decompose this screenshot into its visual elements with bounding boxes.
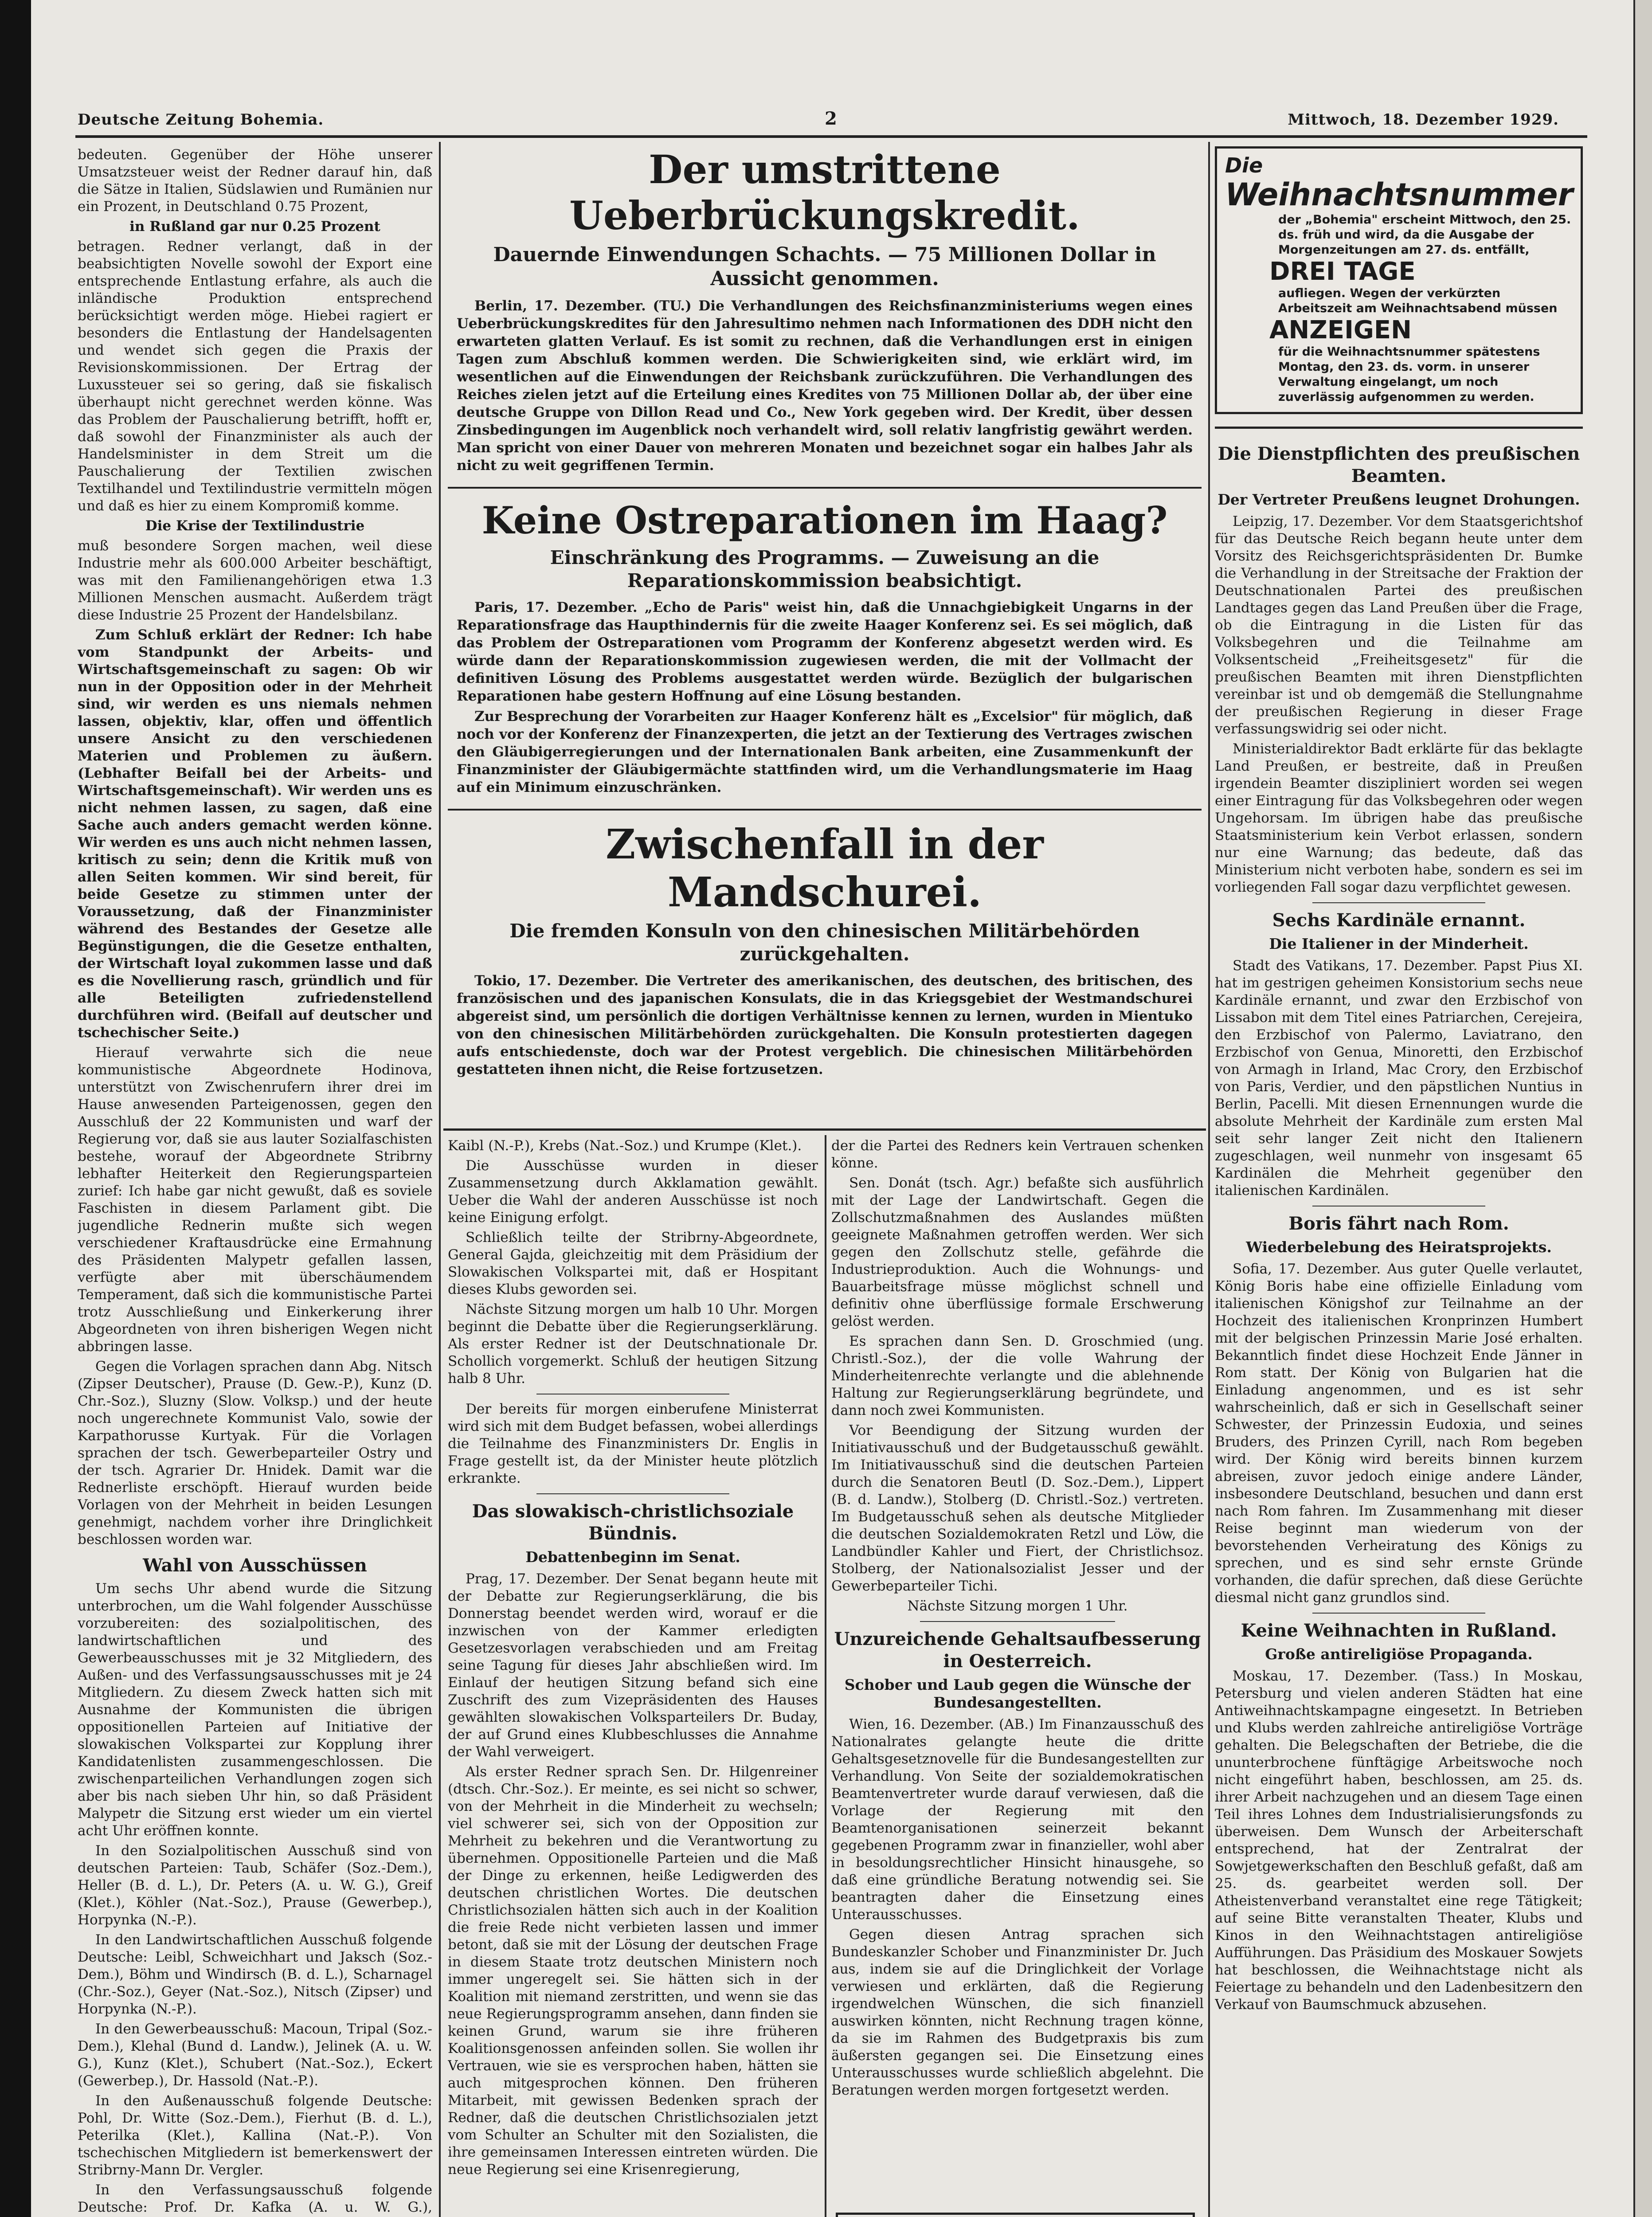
paragraph: Kaibl (N.-P.), Krebs (Nat.-Soz.) und Krumpe (Klet.).	[448, 1138, 802, 1154]
notice-days: DREI TAGE	[1269, 257, 1416, 286]
story-reparations	[457, 599, 1193, 799]
paragraph: Die Ausschüsse wurden in dieser Zusammensetzung durch Akklamation gewählt. Ueber die Wahl der anderen Ausschüsse ist noch keine Einigung erfolgt.	[448, 1158, 818, 1226]
column-rule	[439, 142, 441, 2217]
paragraph: Um sechs Uhr abend wurde die Sitzung unterbrochen, um die Wahl folgender Ausschüsse vorzubereiten: des sozialpolitischen, des landwirtschaftlichen und des Gewerbeausschusses mit je 32 Mitgliedern, des Außen- und des Verfassungsausschusses mit je 24 Mitgliedern. Zu diesem Zweck hatten sich mit Ausnahme der Kommunisten die übrigen oppositionellen Parteien auf Initiative der slowakischen Volkspartei zur Kopplung ihrer Kandidatenlisten zusammengeschlossen. Die zwischenparteilichen Verhandlungen zogen sich aber bis nach sieben Uhr hin, so daß Präsident Malypetr die Sitzung erst wieder um ein viertel acht Uhr eröffnen konnte.	[78, 1581, 432, 1839]
paragraph: der die Partei des Redners kein Vertrauen schenken könne.	[831, 1138, 1204, 1171]
paragraph: Nächste Sitzung morgen 1 Uhr.	[907, 1598, 1128, 1614]
story-divider	[448, 487, 1202, 489]
lead-bottom-rule	[443, 1128, 1206, 1131]
paragraph: Paris, 17. Dezember. „Echo de Paris" weist hin, daß die Unnachgiebigkeit Ungarns in der Reparationsfrage das Haupthindernis für die zweite Haager Konferenz sei. Es sei möglich, daß das Problem der Ostreparationen vom Programm der Konferenz abgesetzt werden wird. Es würde dann der Reparationskommission zugewiesen werden, die mit der Vollmacht der definitiven Lösung des Problems ausgestattet werden würde. Bezüglich der bulgarischen Reparationen habe gestern Hoffnung auf eine Lösung bestanden.	[457, 599, 1193, 704]
header-rule	[75, 135, 1587, 138]
paragraph: Zum Schluß erklärt der Redner: Ich habe vom Standpunkt der Arbeits- und Wirtschaftsgemeinschaft zu sagen: Ob wir nun in der Opposition oder in der Mehrheit sind, wir werden es uns niemals nehmen lassen, objektiv, klar, offen und öffentlich unsere Ansicht zu den verschiedenen Materien und Problemen zu äußern. (Lebhafter Beifall bei der Arbeits- und Wirtschaftsgemeinschaft). Wir werden uns es nicht nehmen lassen, zu sagen, daß eine Sache auch anders gemacht werden könne. Wir werden es uns auch nicht nehmen lassen, kritisch zu sein; denn die Kritik muß von allen Seiten kommen. Wir sind bereit, für beide Gesetze zu stimmen unter der Voraussetzung, daß der Finanzminister während des Bestandes der Gesetze alle Begünstigungen, die die Gesetze enthalten, der Wirtschaft loyal zukommen lasse und daß es die Novellierung rasch, gründlich und für alle Beteiligten zufriedenstellend durchführen wird. (Beifall auf deutscher und tschechischer Seite.)	[78, 627, 432, 1041]
section-subheading: Schober und Laub gegen die Wünsche der Bundesangestellten.	[844, 1676, 1191, 1711]
christmas-notice	[1215, 146, 1583, 414]
paragraph: Ministerialdirektor Badt erklärte für das beklagte Land Preußen, er bestreite, daß in Preußen irgendein Beamter diszipliniert worden sei wegen einer Eintragung für das Volksbegehren oder wegen Ungehorsam. Im übrigen habe das preußische Staatsministerium kein Verbot erlassen, sondern nur eine Warnung; das bedeute, daß das Ministerium nicht verboten habe, sondern es sei im vorliegenden Fall sogar dazu verpflichtet gewesen.	[1215, 741, 1583, 895]
column-rule	[1208, 142, 1210, 2217]
right-stories	[1215, 437, 1583, 2016]
story-divider	[448, 809, 1202, 811]
paragraph: Der bereits für morgen einberufene Ministerrat wird sich mit dem Budget befassen, wobei allerdings die Teilnahme des Finanzministers Dr. Englis in Frage gestellt ist, da der Minister heute plötzlich erkrankte.	[448, 1401, 818, 1486]
notice-text: aufliegen. Wegen der verkürzten Arbeitszeit am Weihnachtsabend müssen	[1278, 286, 1558, 315]
subheading: Die Krise der Textilindustrie	[145, 518, 365, 534]
paragraph: In den Landwirtschaftlichen Ausschuß folgende Deutsche: Leibl, Schweichhart und Jaksch (Soz.-Dem.), Böhm und Windirsch (B. d. L.), Scharnagel (Chr.-Soz.), Geyer (Nat.-Soz.), Nitsch (Zipser) und Horpynka (N.-P.).	[78, 1932, 432, 2017]
paragraph: In den Verfassungsausschuß folgende Deutsche: Prof. Dr. Kafka (A. u. W. G.),	[78, 2182, 432, 2215]
notice-text: der „Bohemia" erscheint Mittwoch, den 25. ds. früh und wird, da die Ausgabe der Morgenzeitungen am 27. ds. entfällt,	[1278, 213, 1571, 257]
divider	[536, 1493, 729, 1494]
paragraph: bedeuten. Gegenüber der Höhe unserer Umsatzsteuer weist der Redner darauf hin, daß die Sätze in Italien, Südslawien und Rumänien nur ein Prozent, in Deutschland 0.75 Prozent,	[78, 147, 432, 215]
paragraph: Gegen die Vorlagen sprachen dann Abg. Nitsch (Zipser Deutscher), Prause (D. Gew.-P.), Kunz (D. Chr.-Soz.), Sluzny (Slow. Volksp.) und der heute noch ungerechnete Kommunist Valo, sowie der Karpathorusse Kurtyak. Für die Vorlagen sprachen der tsch. Gewerbeparteiler Ostry und der tsch. Agrarier Dr. Hnidek. Damit war die Rednerliste erschöpft. Hierauf wurden beide Vorlagen von der Mehrheit in beiden Lesungen genehmigt, nachdem vorher ihre Dringlichkeit beschlossen worden war.	[78, 1359, 432, 1547]
column-left	[78, 146, 432, 2217]
paragraph: In den Außenausschuß folgende Deutsche: Pohl, Dr. Witte (Soz.-Dem.), Fierhut (B. d. L.), Peterilka (Klet.), Kallina (Nat.-P.). Von tschechischen Mitgliedern ist bemerkenswert der Stribrny-Mann Dr. Vergler.	[78, 2093, 432, 2178]
story-manchuria	[457, 972, 1193, 1081]
paragraph: Stadt des Vatikans, 17. Dezember. Papst Pius XI. hat im gestrigen geheimen Konsistorium sechs neue Kardinäle ernannt, und zwar den Erzbischof von Lissabon mit dem Titel eines Patriarchen, Cerejeira, den Erzbischof von Palermo, Laviatrano, den Erzbischof von Genua, Minoretti, den Erzbischof von Armagh in Irland, Mac Crory, den Erzbischof von Paris, Verdier, und den päpstlichen Nuntius in Berlin, Pacelli. Mit diesen Ernennungen wurde die absolute Mehrheit der Kardinäle zum ersten Mal seit sehr langer Zeit nicht den Italienern zugeschlagen, weil nunmehr von insgesamt 65 Kardinälen die Mehrheit gegenüber den italienischen Kardinälen.	[1215, 958, 1583, 1199]
paragraph: In den Gewerbeausschuß: Macoun, Tripal (Soz.-Dem.), Klehal (Bund d. Landw.), Jelinek (A. u. W. G.), Kunz (Klet.), Schubert (Nat.-Soz.), Eckert (Gewerbep.), Dr. Hassold (Nat.-P.).	[78, 2021, 432, 2089]
headline-manchuria: Zwischenfall in der Mandschurei.	[606, 820, 1044, 916]
scan-right-edge	[1633, 0, 1652, 2217]
notice-title: Weihnachtsnummer	[1225, 176, 1574, 213]
notice-text: für die Weihnachtsnummer spätestens Montag, den 23. ds. vorm. in unserer Verwaltung eingelangt, um noch zuverlässig aufgenommen zu werden.	[1278, 345, 1540, 404]
section-subheading: Große antireligiöse Propaganda.	[1265, 1645, 1533, 1663]
page-number: 2	[825, 108, 838, 129]
divider	[1312, 1613, 1485, 1614]
advertisement-box	[836, 2213, 1195, 2217]
paragraph: Moskau, 17. Dezember. (Tass.) In Moskau, Petersburg und vielen anderen Städten hat eine Antiweihnachtskampagne eingesetzt. In Betrieben und Klubs werden zahlreiche antireligiöse Vorträge gehalten. Die Belegschaften der Betriebe, die die ununterbrochene fünftägige Arbeitswoche noch nicht eingeführt haben, beschlossen, am 25. ds. ihrer Arbeit nachzugehen und an diesem Tage einen Teil ihres Lohnes dem Industrialisierungsfonds zu überweisen. Dem Wunsch der Arbeiterschaft entsprechend, hat der Zentralrat der Sowjetgewerkschaften den Beschluß gefaßt, daß am 25. ds. gearbeitet werden soll. Der Atheistenverband veranstaltet eine rege Tätigkeit; auf seine Bitte veranstalten Theater, Klubs und Kinos in den Weihnachtstagen antireligiöse Aufführungen. Das Präsidium des Moskauer Sowjets hat beschlossen, die Weihnachtstage nicht als Feiertage zu behandeln und den Ladenbesitzern den Verkauf von Baumschmuck abzusehen.	[1215, 1668, 1583, 2013]
divider	[920, 1621, 1115, 1622]
subheadline-credit: Dauernde Einwendungen Schachts. — 75 Millionen Dollar in Aussicht genommen.	[493, 243, 1156, 290]
section-subheading: Wiederbelebung des Heiratsprojekts.	[1246, 1238, 1552, 1256]
story-credit	[457, 297, 1193, 477]
headline-reparations: Keine Ostreparationen im Haag?	[482, 498, 1168, 542]
paragraph: Es sprachen dann Sen. D. Groschmied (ung. Christl.-Soz.), der die volle Wahrung der Minderheitenrechte verlangte und die ablehnende Haltung zur Regierungserklärung begründete, und dann noch zwei Kommunisten.	[831, 1333, 1204, 1418]
section-heading: Das slowakisch-christlichsoziale Bündnis.	[472, 1501, 794, 1544]
paragraph: Leipzig, 17. Dezember. Vor dem Staatsgerichtshof für das Deutsche Reich begann heute unter dem Vorsitz des Reichsgerichtspräsidenten Dr. Bumke die Verhandlung in der Streitsache der Fraktion der Deutschnationalen Partei des preußischen Landtages gegen das Land Preußen über die Frage, ob die Eintragung in die Listen für das Volksbegehren und die Teilnahme am Volksentscheid „Freiheitsgesetz" für die preußischen Beamten mit ihren Dienstpflichten vereinbar ist und ob demgemäß die Stellungnahme der preußischen Regierung in dieser Frage verfassungswidrig sei oder nicht.	[1215, 513, 1583, 737]
section-heading: Wahl von Ausschüssen	[143, 1555, 367, 1576]
section-heading: Unzureichende Gehaltsaufbesserung in Oesterreich.	[834, 1629, 1201, 1672]
paragraph: Berlin, 17. Dezember. (TU.) Die Verhandlungen des Reichsfinanzministeriums wegen eines Ueberbrückungskredites für den Jahresultimo nehmen nach Informationen des DDH nicht den erwarteten glatten Verlauf. Es ist somit zu rechnen, daß die Verhandlungen erst in einigen Tagen zum Abschluß kommen werden. Die Schwierigkeiten sind, wie erklärt wird, im wesentlichen auf die Einwendungen der Reichsbank zurückzuführen. Die Verhandlungen des Reiches zielen jetzt auf die Erteilung eines Kredites von 75 Millionen Dollar ab, der über eine deutsche Gruppe von Dillon Read und Co., New York gegeben wird. Der Kredit, über dessen Zinsbedingungen im Augenblick noch verhandelt wird, soll relativ langfristig gewährt werden. Man spricht von einer Dauer von mehreren Monaten und bezeichnet sogar ein halbes Jahr als nicht zu weit gegriffenen Termin.	[457, 298, 1193, 474]
paragraph: Zur Besprechung der Vorarbeiten zur Haager Konferenz hält es „Excelsior" für möglich, daß noch vor der Konferenz der Finanzexperten, die jetzt an der Textierung des Vertrages zwischen den Gläubigerregierungen und der Internationalen Bank arbeiten, eine Zusammenkunft der Finanzminister der Gläubigermächte stattfinden wird, um die Verhandlungsmaterie im Haag auf ein Minimum einzuschränken.	[457, 709, 1193, 795]
subheading: in Rußland gar nur 0.25 Prozent	[129, 219, 380, 235]
paragraph: Schließlich teilte der Stribrny-Abgeordnete, General Gajda, gleichzeitig mit dem Präsidium der Slowakischen Volkspartei mit, daß er Hospitant dieses Klubs geworden sei.	[448, 1230, 818, 1297]
paragraph: Nächste Sitzung morgen um halb 10 Uhr. Morgen beginnt die Debatte über die Regierungserklärung. Als erster Redner ist der Deutschnationale Dr. Schollich vorgemerkt. Schluß der heutigen Sitzung halb 8 Uhr.	[448, 1301, 818, 1387]
column-right	[1215, 146, 1583, 2016]
paragraph: Tokio, 17. Dezember. Die Vertreter des amerikanischen, des deutschen, des britischen, des französischen und des japanischen Konsulats, die in das Kriegsgebiet der Westmandschurei abgereist sind, um persönlich die dortigen Verhältnisse kennen zu lernen, wurden in Mientuko von den chinesischen Militärbehörden zurückgehalten. Die Konsuln protestierten dagegen aufs entschiedenste, doch war der Protest vergeblich. Die chinesischen Militärbehörden gestatteten ihnen nicht, die Reise fortzusetzen.	[457, 973, 1193, 1077]
masthead-date: Mittwoch, 18. Dezember 1929.	[1288, 111, 1559, 129]
notice-ads: ANZEIGEN	[1269, 316, 1412, 345]
column-center-right	[831, 1137, 1204, 2197]
subheadline-manchuria: Die fremden Konsuln von den chinesischen Militärbehörden zurückgehalten.	[509, 920, 1140, 965]
divider	[1312, 902, 1485, 903]
lead-stories	[448, 146, 1202, 1081]
paragraph: Sen. Donát (tsch. Agr.) befaßte sich ausführlich mit der Lage der Landwirtschaft. Gegen die Zollschutzmaßnahmen des Auslandes müßten geeignete Maßnahmen getroffen werden. Wer sich gegen den Zollschutz stelle, gefährde die Industrieproduktion. Auch die Wohnungs- und Bauarbeitsfrage müsse möglichst schnell und definitiv ohne überflüssige formale Erschwerung gelöst werden.	[831, 1175, 1204, 1329]
notice-die: Die	[1225, 153, 1263, 177]
paragraph: In den Sozialpolitischen Ausschuß sind von deutschen Parteien: Taub, Schäfer (Soz.-Dem.), Heller (B. d. L.), Dr. Peters (A. u. W. G.), Greif (Klet.), Köhler (Nat.-Soz.), Prause (Gewerbep.), Horpynka (N.-P.).	[78, 1843, 432, 1928]
section-heading: Boris fährt nach Rom.	[1288, 1213, 1509, 1234]
section-heading: Keine Weihnachten in Rußland.	[1241, 1620, 1557, 1641]
paragraph: Hierauf verwahrte sich die neue kommunistische Abgeordnete Hodinova, unterstützt von Zwischenrufern ihrer drei im Hause anwesenden Parteigenossen, gegen den Ausschluß der 22 Kommunisten und warf der Regierung vor, daß sie aus lauter Sozialfaschisten bestehe, worauf der Abgeordnete Stribrny lebhafter Heiterkeit den Regierungsparteien zurief: Ich habe gar nicht gewußt, daß es soviele Faschisten in diesem Parlament gibt. Die jugendliche Rednerin mußte sich wegen verschiedener Kraftausdrücke eine Ermahnung des Präsidenten Malypetr gefallen lassen, verfügte aber mit überschäumendem Temperament, daß sich die kommunistische Partei trotz Ausschließung und Einkerkerung ihrer Abgeordneten von ihren bisherigen Wegen nicht abbringen lasse.	[78, 1045, 432, 1355]
section-heading: Die Dienstpflichten des preußischen Beamten.	[1217, 443, 1580, 486]
section-subheading: Debattenbeginn im Senat.	[525, 1548, 740, 1566]
scan-left-edge	[0, 0, 31, 2217]
paragraph: Wien, 16. Dezember. (AB.) Im Finanzausschuß des Nationalrates gelangte heute die dritte Gehaltsgesetznovelle für die Bundesangestellten zur Verhandlung. Von Seite der sozialdemokratischen Beamtenvertreter wurde darauf verwiesen, daß die Vorlage der Regierung mit den Beamtenorganisationen seinerzeit bekannt gegebenen Programm zwar in finanzieller, wohl aber in besoldungsrechtlicher Hinsicht hinausgehe, so daß eine gründliche Beratung notwendig sei. Sie beantragten daher die Einsetzung eines Unterausschusses.	[831, 1716, 1204, 1923]
paragraph: Vor Beendigung der Sitzung wurden der Initiativausschuß und der Budgetausschuß gewählt. Im Initiativausschuß sind die deutschen Parteien durch die Senatoren Beutl (D. Soz.-Dem.), Lippert (B. d. Landw.), Stolberg (D. Christl.-Soz.) vertreten. Im Budgetausschuß sehen als deutsche Mitglieder die deutschen Sozialdemokraten Retzl und Löw, die Landbündler Kahler und Fiert, der Christlichsoz. Stolberg, der Nationalsozialist Jesser und der Gewerbeparteiler Tichi.	[831, 1422, 1204, 1594]
paragraph: Als erster Redner sprach Sen. Dr. Hilgenreiner (dtsch. Chr.-Soz.). Er meinte, es sei nicht so schwer, von der Mehrheit in die Minderheit zu wechseln; viel schwerer sei, sich von der Opposition zur Mehrheit zu bekehren und die Verantwortung zu übernehmen. Oppositionelle Parteien und die Maß der Dinge zu erkennen, heiße Ledigwerden des deutschen christlichen Wortes. Die deutschen Christlichsozialen hätten sich auch in der Koalition die freie Rede nicht verbieten lassen und immer betont, daß sie mit der Lösung der deutschen Frage in diesem Staate trotz deutschen Ministern noch immer ungeregelt sei. Sie hätten sich in der Koalition mit niemand zerstritten, und wenn sie das neue Regierungsprogramm ansehen, dann finden sie keinen Grund, warum sie ihre früheren Koalitionsgenossen anfeinden sollen. Sie wollen ihr Vertrauen, wie sie es versprochen haben, hätten sie auch mitgesprochen können. Den früheren Mitarbeit, mit gewissen Bedenken sprach der Redner, daß die deutschen Christlichsozialen jetzt vom Schulter an Schulter mit den Sozialisten, die ihre gemeinsamen Interessen eintreten würden. Die neue Regierung sei eine Krisenregierung,	[448, 1764, 818, 2178]
divider	[1215, 427, 1583, 429]
section-subheading: Die Italiener in der Minderheit.	[1269, 935, 1529, 952]
subheadline-reparations: Einschränkung des Programms. — Zuweisung an die Reparationskommission beabsichtigt.	[550, 547, 1100, 591]
paragraph: Prag, 17. Dezember. Der Senat begann heute mit der Debatte zur Regierungserklärung, die bis Donnerstag beendet werden wird, worauf er die inzwischen von der Kammer erledigten Gesetzesvorlagen verabschieden und am Freitag seine Tagung für dieses Jahr abschließen wird. Im Einlauf der heutigen Sitzung befand sich eine Zuschrift des zum Vizepräsidenten des Hauses gewählten slowakischen Volksparteilers Dr. Buday, der auf Grund eines Klubbeschlusses die Annahme der Wahl verweigert.	[448, 1571, 818, 1760]
paragraph: muß besondere Sorgen machen, weil diese Industrie mehr als 600.000 Arbeiter beschäftigt, was mit den Familienangehörigen etwa 1.3 Millionen Menschen ausmacht. Außerdem trägt diese Industrie 25 Prozent der Handelsbilanz.	[78, 538, 432, 623]
section-heading: Sechs Kardinäle ernannt.	[1272, 910, 1526, 931]
masthead-left: Deutsche Zeitung Bohemia.	[78, 111, 324, 129]
paragraph: betragen. Redner verlangt, daß in der beabsichtigten Novelle sowohl der Export eine entsprechende Entlastung erfahre, als auch die inländische Produktion entsprechend berücksichtigt werden möge. Hiebei ragiert er besonders die Entlastung der Handelsagenten und wendet sich gegen die Praxis der Revisionskommissionen. Der Ertrag der Luxussteuer sei so gering, daß sie fiskalisch überhaupt nicht gerechnet werden könne. Was das Problem der Pauschalierung betrifft, hofft er, daß sowohl der Finanzminister als auch der Handelsminister in dem Streit um die Pauschalierung der Textilien zwischen Textilhandel und Textilindustrie vermitteln mögen und daß es hier zu einem Kompromiß komme.	[78, 239, 432, 514]
column-rule	[825, 1135, 826, 2217]
column-center-left	[448, 1137, 818, 2217]
paragraph: Sofia, 17. Dezember. Aus guter Quelle verlautet, König Boris habe eine offizielle Einladung vom italienischen Königshof zur Teilnahme an der Hochzeit des italienischen Kronprinzen Humbert mit der belgischen Prinzessin Marie José erhalten. Bekanntlich findet diese Hochzeit Ende Jänner in Rom statt. Der König von Bulgarien hat die Einladung angenommen, und es ist sehr wahrscheinlich, daß er sich in Gesellschaft seiner Schwester, der Prinzessin Eudoxia, und seines Bruders, des Prinzen Cyrill, nach Rom begeben wird. Der König wird bereits binnen kurzem abreisen, zuvor jedoch einige andere Länder, insbesondere Deutschland, besuchen und dann erst nach Rom fahren. Im Zusammenhang mit dieser Reise beginnt man wiederum von der bevorstehenden Verheiratung des Königs zu sprechen, und es sind sehr ernste Gründe vorhanden, die dafür sprechen, daß diese Gerüchte diesmal nicht ganz grundlos sind.	[1215, 1261, 1583, 1606]
section-subheading: Der Vertreter Preußens leugnet Drohungen.	[1217, 491, 1580, 508]
headline-credit: Der umstrittene Ueberbrückungskredit.	[569, 146, 1080, 239]
paragraph: Gegen diesen Antrag sprachen sich Bundeskanzler Schober und Finanzminister Dr. Juch aus, indem sie auf die Dringlichkeit der Vorlage verwiesen und erklärten, daß die Regierung irgendwelchen Wünschen, die sich finanziell auswirken könnten, nicht Rechnung tragen könne, da sie im Rahmen des Budgetpraxis bis zum äußersten gegangen sei. Die Einsetzung eines Unterausschusses wurde schließlich abgelehnt. Die Beratungen werden morgen fortgesetzt werden.	[831, 1927, 1204, 2098]
